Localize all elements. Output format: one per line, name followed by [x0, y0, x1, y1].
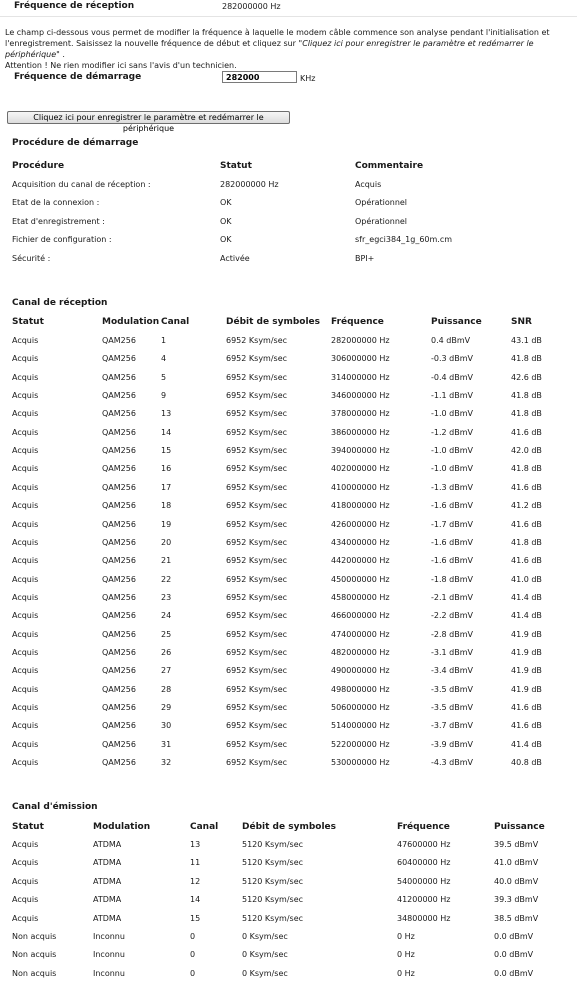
downstream-cell: 21	[161, 556, 172, 566]
downstream-cell: 394000000 Hz	[331, 446, 390, 456]
upstream-cell: 0 Hz	[397, 932, 415, 941]
downstream-cell: 6952 Ksym/sec	[226, 629, 288, 639]
downstream-cell: 6952 Ksym/sec	[226, 336, 288, 345]
downstream-cell: 522000000 Hz	[331, 739, 390, 749]
downstream-cell: -0.4 dBmV	[431, 372, 473, 382]
boot-cell: Acquis	[355, 180, 382, 189]
boot-cell: Fichier de configuration :	[12, 235, 112, 245]
upstream-cell: 34800000 Hz	[397, 913, 451, 923]
upstream-cell: 41.0 dBmV	[494, 858, 539, 868]
downstream-cell: 43.1 dB	[511, 336, 542, 345]
downstream-cell: 402000000 Hz	[331, 464, 390, 474]
downstream-cell: 41.6 dB	[511, 519, 542, 529]
downstream-cell: 530000000 Hz	[331, 758, 390, 768]
downstream-cell: QAM256	[102, 647, 136, 657]
upstream-cell: 0 Hz	[397, 950, 415, 960]
downstream-cell: 30	[161, 721, 172, 731]
downstream-cell: QAM256	[102, 611, 136, 621]
intro-line-2-end: .	[59, 50, 65, 59]
upstream-cell: Non acquis	[12, 932, 57, 941]
boot-cell: OK	[220, 235, 232, 245]
upstream-header: Canal	[190, 822, 219, 832]
boot-cell: 282000000 Hz	[220, 180, 279, 189]
downstream-cell: Acquis	[12, 629, 39, 639]
intro-warning: Attention ! Ne rien modifier ici sans l'avis d'un technicien.	[5, 61, 237, 70]
downstream-cell: QAM256	[102, 537, 136, 547]
downstream-cell: Acquis	[12, 574, 39, 584]
upstream-cell: Non acquis	[12, 968, 57, 978]
downstream-cell: 6952 Ksym/sec	[226, 409, 288, 419]
downstream-cell: -1.1 dBmV	[431, 391, 473, 401]
downstream-cell: 6952 Ksym/sec	[226, 611, 288, 621]
boot-cell: BPI+	[355, 253, 375, 263]
downstream-cell: -1.0 dBmV	[431, 446, 473, 456]
downstream-cell: 306000000 Hz	[331, 354, 390, 364]
downstream-cell: 6952 Ksym/sec	[226, 739, 288, 749]
downstream-cell: QAM256	[102, 427, 136, 437]
downstream-header: Statut	[12, 317, 44, 327]
downstream-cell: 6952 Ksym/sec	[226, 592, 288, 602]
downstream-cell: QAM256	[102, 409, 136, 419]
downstream-cell: QAM256	[102, 464, 136, 474]
downstream-title: Canal de réception	[12, 298, 108, 308]
start-frequency-input[interactable]	[222, 71, 297, 83]
upstream-cell: 47600000 Hz	[397, 840, 451, 849]
start-frequency-label: Fréquence de démarrage	[14, 72, 142, 82]
save-and-restart-button[interactable]: Cliquez ici pour enregistrer le paramètre et redémarrer le périphérique	[7, 111, 290, 124]
upstream-cell: ATDMA	[93, 895, 122, 905]
downstream-cell: QAM256	[102, 684, 136, 694]
downstream-cell: 474000000 Hz	[331, 629, 390, 639]
downstream-cell: 31	[161, 739, 172, 749]
separator	[0, 16, 577, 17]
intro-button-reference: "Cliquez ici pour enregistrer le paramètre et redémarrer le périphérique"	[5, 39, 534, 59]
downstream-cell: QAM256	[102, 556, 136, 566]
downstream-cell: 32	[161, 758, 172, 768]
downstream-cell: 41.9 dB	[511, 684, 542, 694]
downstream-cell: 498000000 Hz	[331, 684, 390, 694]
upstream-cell: 5120 Ksym/sec	[242, 913, 304, 923]
downstream-cell: QAM256	[102, 354, 136, 364]
boot-cell: Opérationnel	[355, 216, 408, 226]
downstream-cell: 0.4 dBmV	[431, 336, 471, 345]
intro-line-2	[5, 38, 575, 60]
downstream-cell: 22	[161, 574, 172, 584]
downstream-cell: QAM256	[102, 629, 136, 639]
downstream-cell: 6952 Ksym/sec	[226, 372, 288, 382]
upstream-cell: 5120 Ksym/sec	[242, 840, 304, 849]
downstream-cell: 41.6 dB	[511, 721, 542, 731]
downstream-cell: 6952 Ksym/sec	[226, 556, 288, 566]
downstream-cell: -0.3 dBmV	[431, 354, 473, 364]
downstream-cell: 410000000 Hz	[331, 482, 390, 492]
downstream-cell: 6952 Ksym/sec	[226, 464, 288, 474]
downstream-cell: -1.3 dBmV	[431, 482, 473, 492]
downstream-cell: 6952 Ksym/sec	[226, 427, 288, 437]
downstream-cell: Acquis	[12, 703, 39, 712]
downstream-cell: 41.8 dB	[511, 537, 542, 547]
downstream-freq-label: Fréquence de réception	[14, 1, 135, 11]
boot-cell: Etat de la connexion :	[12, 198, 100, 208]
downstream-cell: 4	[161, 354, 167, 364]
downstream-cell: -3.1 dBmV	[431, 647, 473, 657]
downstream-cell: -3.5 dBmV	[431, 703, 473, 712]
downstream-cell: 13	[161, 409, 172, 419]
downstream-cell: 9	[161, 391, 167, 401]
downstream-cell: Acquis	[12, 446, 39, 456]
upstream-cell: Acquis	[12, 876, 39, 886]
downstream-cell: Acquis	[12, 464, 39, 474]
intro-line-1: Le champ ci-dessous vous permet de modifier la fréquence à laquelle le modem câble commence son analyse pendant l'initialisation et	[5, 28, 550, 37]
downstream-cell: -4.3 dBmV	[431, 758, 473, 768]
downstream-cell: QAM256	[102, 391, 136, 401]
downstream-cell: Acquis	[12, 666, 39, 676]
downstream-cell: 282000000 Hz	[331, 336, 390, 345]
downstream-cell: 506000000 Hz	[331, 703, 390, 712]
upstream-cell: Acquis	[12, 895, 39, 905]
downstream-cell: 5	[161, 372, 167, 382]
upstream-cell: 60400000 Hz	[397, 858, 451, 868]
downstream-cell: 14	[161, 427, 172, 437]
downstream-cell: 41.6 dB	[511, 703, 542, 712]
upstream-header: Fréquence	[397, 822, 450, 832]
upstream-cell: 12	[190, 876, 201, 886]
boot-procedure-title: Procédure de démarrage	[12, 138, 139, 148]
upstream-cell: Inconnu	[93, 932, 125, 941]
downstream-cell: 41.4 dB	[511, 592, 542, 602]
downstream-cell: Acquis	[12, 482, 39, 492]
downstream-cell: 41.9 dB	[511, 629, 542, 639]
downstream-cell: 41.4 dB	[511, 739, 542, 749]
boot-cell: Sécurité :	[12, 253, 51, 263]
downstream-cell: Acquis	[12, 556, 39, 566]
downstream-cell: 41.8 dB	[511, 464, 542, 474]
upstream-cell: 38.5 dBmV	[494, 913, 539, 923]
upstream-cell: 0	[190, 950, 196, 960]
upstream-cell: 0.0 dBmV	[494, 968, 534, 978]
downstream-header: Modulation	[102, 317, 160, 327]
downstream-cell: QAM256	[102, 721, 136, 731]
downstream-cell: 418000000 Hz	[331, 501, 390, 511]
downstream-cell: QAM256	[102, 703, 136, 712]
downstream-cell: -1.6 dBmV	[431, 537, 473, 547]
upstream-cell: Non acquis	[12, 950, 57, 960]
downstream-cell: Acquis	[12, 739, 39, 749]
downstream-cell: 23	[161, 592, 172, 602]
upstream-header: Puissance	[494, 822, 545, 832]
downstream-cell: 6952 Ksym/sec	[226, 721, 288, 731]
upstream-cell: Acquis	[12, 913, 39, 923]
downstream-cell: 6952 Ksym/sec	[226, 703, 288, 712]
downstream-cell: -1.6 dBmV	[431, 501, 473, 511]
upstream-header: Modulation	[93, 822, 151, 832]
downstream-cell: 314000000 Hz	[331, 372, 390, 382]
downstream-cell: Acquis	[12, 592, 39, 602]
downstream-cell: 442000000 Hz	[331, 556, 390, 566]
upstream-cell: 15	[190, 913, 201, 923]
downstream-cell: Acquis	[12, 427, 39, 437]
upstream-cell: 5120 Ksym/sec	[242, 895, 304, 905]
downstream-cell: 40.8 dB	[511, 758, 542, 768]
upstream-cell: ATDMA	[93, 840, 122, 849]
upstream-cell: 5120 Ksym/sec	[242, 858, 304, 868]
downstream-cell: 26	[161, 647, 172, 657]
upstream-cell: 40.0 dBmV	[494, 876, 539, 886]
downstream-cell: Acquis	[12, 519, 39, 529]
boot-cell: Opérationnel	[355, 198, 408, 208]
boot-cell: OK	[220, 198, 232, 208]
upstream-cell: ATDMA	[93, 876, 122, 886]
downstream-cell: QAM256	[102, 372, 136, 382]
downstream-cell: 41.4 dB	[511, 611, 542, 621]
upstream-cell: 54000000 Hz	[397, 876, 451, 886]
downstream-cell: 41.6 dB	[511, 427, 542, 437]
downstream-cell: 378000000 Hz	[331, 409, 390, 419]
upstream-cell: 13	[190, 840, 201, 849]
downstream-cell: 6952 Ksym/sec	[226, 501, 288, 511]
upstream-cell: 0	[190, 968, 196, 978]
downstream-cell: QAM256	[102, 592, 136, 602]
downstream-cell: 514000000 Hz	[331, 721, 390, 731]
downstream-cell: Acquis	[12, 391, 39, 401]
boot-cell: Activée	[220, 253, 250, 263]
downstream-cell: -1.8 dBmV	[431, 574, 473, 584]
downstream-cell: 27	[161, 666, 172, 676]
upstream-cell: ATDMA	[93, 913, 122, 923]
downstream-cell: 6952 Ksym/sec	[226, 354, 288, 364]
downstream-cell: 42.6 dB	[511, 372, 542, 382]
downstream-cell: -1.2 dBmV	[431, 427, 473, 437]
downstream-cell: QAM256	[102, 336, 136, 345]
downstream-cell: 20	[161, 537, 172, 547]
downstream-cell: 41.9 dB	[511, 666, 542, 676]
downstream-cell: 41.9 dB	[511, 647, 542, 657]
downstream-cell: 1	[161, 336, 167, 345]
downstream-cell: Acquis	[12, 721, 39, 731]
downstream-cell: -2.1 dBmV	[431, 592, 473, 602]
downstream-cell: -1.6 dBmV	[431, 556, 473, 566]
downstream-header: Fréquence	[331, 317, 384, 327]
upstream-header: Débit de symboles	[242, 822, 336, 832]
downstream-cell: -3.4 dBmV	[431, 666, 473, 676]
upstream-cell: 0 Ksym/sec	[242, 968, 288, 978]
boot-cell: OK	[220, 216, 232, 226]
downstream-cell: Acquis	[12, 354, 39, 364]
boot-header: Commentaire	[355, 161, 424, 171]
downstream-cell: 15	[161, 446, 172, 456]
downstream-cell: -1.0 dBmV	[431, 409, 473, 419]
downstream-cell: 41.6 dB	[511, 556, 542, 566]
downstream-cell: Acquis	[12, 409, 39, 419]
downstream-cell: 426000000 Hz	[331, 519, 390, 529]
downstream-cell: Acquis	[12, 684, 39, 694]
downstream-cell: -1.7 dBmV	[431, 519, 473, 529]
downstream-cell: 434000000 Hz	[331, 537, 390, 547]
intro-line-2-text: l'enregistrement. Saisissez la nouvelle fréquence de début et cliquez sur	[5, 39, 299, 48]
downstream-cell: Acquis	[12, 647, 39, 657]
downstream-cell: Acquis	[12, 537, 39, 547]
downstream-cell: Acquis	[12, 372, 39, 382]
downstream-cell: 458000000 Hz	[331, 592, 390, 602]
boot-cell: Acquisition du canal de réception :	[12, 180, 151, 189]
downstream-cell: -2.2 dBmV	[431, 611, 473, 621]
upstream-header: Statut	[12, 822, 44, 832]
downstream-cell: 17	[161, 482, 172, 492]
downstream-cell: 42.0 dB	[511, 446, 542, 456]
downstream-cell: 28	[161, 684, 172, 694]
downstream-cell: 41.8 dB	[511, 354, 542, 364]
downstream-cell: 18	[161, 501, 172, 511]
downstream-cell: 19	[161, 519, 172, 529]
downstream-header: Débit de symboles	[226, 317, 320, 327]
downstream-cell: 466000000 Hz	[331, 611, 390, 621]
downstream-header: Canal	[161, 317, 190, 327]
upstream-cell: 14	[190, 895, 201, 905]
downstream-cell: 29	[161, 703, 172, 712]
downstream-cell: QAM256	[102, 446, 136, 456]
downstream-cell: 6952 Ksym/sec	[226, 666, 288, 676]
downstream-cell: 41.8 dB	[511, 391, 542, 401]
downstream-cell: 6952 Ksym/sec	[226, 684, 288, 694]
upstream-cell: Acquis	[12, 840, 39, 849]
downstream-cell: 490000000 Hz	[331, 666, 390, 676]
boot-cell: Etat d'enregistrement :	[12, 216, 105, 226]
downstream-cell: 6952 Ksym/sec	[226, 446, 288, 456]
downstream-cell: QAM256	[102, 758, 136, 768]
upstream-cell: 41200000 Hz	[397, 895, 451, 905]
downstream-cell: 41.8 dB	[511, 409, 542, 419]
upstream-cell: 0.0 dBmV	[494, 932, 534, 941]
downstream-cell: Acquis	[12, 611, 39, 621]
downstream-cell: Acquis	[12, 336, 39, 345]
downstream-header: SNR	[511, 317, 532, 327]
downstream-cell: -3.9 dBmV	[431, 739, 473, 749]
boot-header: Statut	[220, 161, 252, 171]
downstream-cell: 482000000 Hz	[331, 647, 390, 657]
upstream-cell: 39.3 dBmV	[494, 895, 539, 905]
downstream-cell: 6952 Ksym/sec	[226, 574, 288, 584]
downstream-cell: -3.5 dBmV	[431, 684, 473, 694]
upstream-cell: Inconnu	[93, 950, 125, 960]
downstream-freq-value: 282000000 Hz	[222, 2, 281, 11]
downstream-cell: 41.0 dB	[511, 574, 542, 584]
upstream-cell: 5120 Ksym/sec	[242, 876, 304, 886]
downstream-header: Puissance	[431, 317, 482, 327]
downstream-cell: 346000000 Hz	[331, 391, 390, 401]
upstream-cell: 39.5 dBmV	[494, 840, 539, 849]
upstream-cell: ATDMA	[93, 858, 122, 868]
downstream-cell: 6952 Ksym/sec	[226, 537, 288, 547]
downstream-cell: QAM256	[102, 666, 136, 676]
upstream-cell: 0 Ksym/sec	[242, 932, 288, 941]
upstream-cell: 0	[190, 932, 196, 941]
downstream-cell: 6952 Ksym/sec	[226, 758, 288, 768]
upstream-cell: 0 Hz	[397, 968, 415, 978]
downstream-cell: 41.6 dB	[511, 482, 542, 492]
downstream-cell: 6952 Ksym/sec	[226, 647, 288, 657]
downstream-cell: 24	[161, 611, 172, 621]
downstream-cell: 16	[161, 464, 172, 474]
downstream-cell: QAM256	[102, 501, 136, 511]
downstream-cell: -3.7 dBmV	[431, 721, 473, 731]
downstream-cell: 6952 Ksym/sec	[226, 482, 288, 492]
downstream-cell: 386000000 Hz	[331, 427, 390, 437]
downstream-cell: QAM256	[102, 519, 136, 529]
upstream-cell: 11	[190, 858, 201, 868]
upstream-cell: 0 Ksym/sec	[242, 950, 288, 960]
upstream-cell: Acquis	[12, 858, 39, 868]
downstream-cell: 6952 Ksym/sec	[226, 391, 288, 401]
downstream-cell: Acquis	[12, 501, 39, 511]
start-frequency-unit: KHz	[300, 74, 316, 83]
upstream-cell: Inconnu	[93, 968, 125, 978]
downstream-cell: 41.2 dB	[511, 501, 542, 511]
downstream-cell: QAM256	[102, 482, 136, 492]
upstream-cell: 0.0 dBmV	[494, 950, 534, 960]
boot-cell: sfr_egci384_1g_60m.cm	[355, 235, 453, 245]
intro-paragraph	[5, 27, 575, 71]
downstream-cell: -2.8 dBmV	[431, 629, 473, 639]
boot-header: Procédure	[12, 161, 65, 171]
downstream-cell: 6952 Ksym/sec	[226, 519, 288, 529]
downstream-cell: QAM256	[102, 739, 136, 749]
downstream-cell: 450000000 Hz	[331, 574, 390, 584]
upstream-title: Canal d'émission	[12, 802, 98, 812]
downstream-cell: -1.0 dBmV	[431, 464, 473, 474]
downstream-cell: 25	[161, 629, 172, 639]
downstream-cell: QAM256	[102, 574, 136, 584]
downstream-cell: Acquis	[12, 758, 39, 768]
